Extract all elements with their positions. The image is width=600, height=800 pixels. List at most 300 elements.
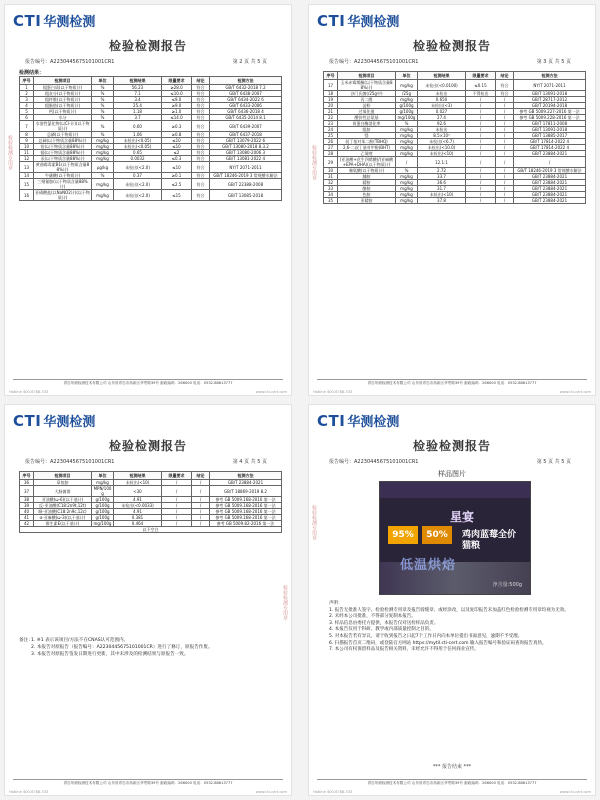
table-cell: GB/T 18246-2019 3 常规酸水解法 bbox=[210, 173, 282, 179]
table-cell: mg/kg bbox=[92, 190, 114, 201]
table-cell: mg/kg bbox=[396, 198, 418, 204]
table-cell: 大肠菌群 bbox=[34, 486, 92, 497]
table-cell: / bbox=[496, 127, 514, 133]
table-cell: GB/T 13081-2022 4 bbox=[210, 156, 282, 162]
page-title: 检验检测报告 bbox=[108, 439, 187, 453]
table-cell: mg/100g bbox=[92, 521, 114, 527]
table-cell: GB/T 6438-2007 bbox=[210, 91, 282, 97]
table-cell: 7.1 bbox=[114, 91, 162, 97]
table-cell: / bbox=[162, 521, 192, 527]
table-cell: 章鱼胺 bbox=[34, 480, 92, 486]
package-badge-50: 50% bbox=[422, 526, 452, 544]
table-cell: / bbox=[496, 145, 514, 151]
table-cell: 未检出(<0.0033) bbox=[114, 503, 162, 509]
declare-label: 声明： bbox=[329, 601, 343, 606]
table-cell: 未检出(<10) bbox=[418, 151, 466, 157]
table-cell: % bbox=[92, 109, 114, 115]
table-cell: / bbox=[466, 109, 496, 115]
table-cell: GB/T 18246-2019 3 常规酸水解法 bbox=[514, 168, 586, 174]
table-cell: GB/T 13080-2006 3 bbox=[210, 150, 282, 156]
declare-line: 5. 对本报告若有异议，请于收到报告之日起7个工作日内向本单位提出书面意见，逾期不予受理。 bbox=[329, 633, 523, 639]
table-cell: mg/kg bbox=[396, 180, 418, 186]
table-cell: 38 bbox=[20, 497, 34, 503]
table-cell: 27.4 bbox=[418, 115, 466, 121]
table-cell: 13 bbox=[20, 162, 34, 173]
table-cell: mg/kg bbox=[396, 127, 418, 133]
table-cell: ≤2 bbox=[162, 150, 192, 156]
table-cell: 赖氨酸(以干物质计) bbox=[338, 168, 396, 174]
table-cell: α-亚麻酸(ω-3)(以干基计) bbox=[34, 515, 92, 521]
table-cell: mg/kg bbox=[396, 186, 418, 192]
table-cell: mg/kg bbox=[396, 80, 418, 91]
table-cell: GB/T 6433-2006 bbox=[210, 103, 282, 109]
table-cell: (亚油酸+花生四烯酸)/(亚麻酸+EPA+DHA)(以干物质计) bbox=[338, 157, 396, 168]
table-cell: 淀粉 bbox=[338, 103, 396, 109]
footer-address: 青岛华测检测技术有限公司 山东省青岛市高新区华贯路39号 邮政编码：266000 电话：0532-88613777 bbox=[317, 379, 587, 386]
table-cell: / bbox=[496, 121, 514, 127]
column-header: 检测方法 bbox=[210, 472, 282, 480]
table-cell: 3.7 bbox=[114, 115, 162, 121]
declare-line: 3. 样品信息由委托方提供，本报告仅对送检样品负责。 bbox=[329, 620, 439, 626]
table-cell: % bbox=[92, 115, 114, 121]
table-cell: ≥0.8 bbox=[162, 132, 192, 138]
table-cell: 亚精胺 bbox=[338, 198, 396, 204]
table-cell: / bbox=[466, 174, 496, 180]
table-cell: 0.60 bbox=[114, 121, 162, 132]
cti-logo: CTI 华测检测 bbox=[317, 412, 400, 430]
table-cell: 12.1:1 bbox=[418, 157, 466, 168]
table-cell: 未检出(<10.0) bbox=[418, 145, 466, 151]
table-row bbox=[20, 486, 282, 497]
result-table bbox=[19, 471, 282, 533]
table-cell: 符合 bbox=[192, 173, 210, 179]
table-cell: GB/T 23884-2021 bbox=[210, 480, 282, 486]
table-row bbox=[20, 162, 282, 173]
remarks bbox=[31, 637, 271, 658]
table-row bbox=[20, 121, 282, 132]
column-header: 检测结果 bbox=[418, 72, 466, 80]
table-cell: ≤0.3 bbox=[162, 156, 192, 162]
table-cell: 粗脂肪(以干物质计) bbox=[34, 103, 92, 109]
table-cell: mg/kg bbox=[92, 156, 114, 162]
table-cell: GB/T 6439-2007 bbox=[210, 121, 282, 132]
table-cell: 6 bbox=[20, 115, 34, 121]
table-cell: / bbox=[466, 198, 496, 204]
table-cell: 水溶性氯化物(以Cl-计)(以干物质计) bbox=[35, 121, 90, 131]
table-cell: 过氧化值 bbox=[338, 109, 396, 115]
table-cell: 丙二醛 bbox=[338, 97, 396, 103]
table-cell: / bbox=[466, 127, 496, 133]
table-cell: 9 bbox=[20, 138, 34, 144]
table-cell: 符合 bbox=[496, 91, 514, 97]
report-meta: 报告编号：A2230445675101001CR1 第 2 页 共 5 页 bbox=[25, 59, 267, 65]
table-cell: % bbox=[92, 121, 114, 132]
table-cell: 沙门氏菌(/25g中) bbox=[338, 91, 396, 97]
table-cell: 参考 GB 5009.168-2016 第一法 bbox=[210, 509, 282, 515]
declaration bbox=[329, 601, 579, 654]
table-cell: ≤10.0 bbox=[162, 91, 192, 97]
table-cell: 粗纤维(以干物质计) bbox=[34, 97, 92, 103]
table-cell: / bbox=[466, 180, 496, 186]
declare-line: 7. 本公司有权保留样品及报告相关资料，未经允许不得用于任何商业宣传。 bbox=[329, 647, 479, 653]
table-cell: 水分 bbox=[34, 115, 92, 121]
column-header: 检测方法 bbox=[210, 77, 282, 85]
table-cell: 8.5×10³ bbox=[418, 133, 466, 139]
table-cell: 顺-亚油酸(C18:2n9c,12c) bbox=[34, 509, 92, 515]
table-cell: 未检出(<10) bbox=[418, 192, 466, 198]
table-cell: GB/T 6434-2022 6 bbox=[210, 97, 282, 103]
table-cell: 8 bbox=[20, 132, 34, 138]
table-cell: 未检出(<3) bbox=[418, 103, 466, 109]
table-cell: / bbox=[192, 480, 210, 486]
table-row bbox=[324, 145, 586, 151]
table-cell: / bbox=[162, 480, 192, 486]
table-cell: 未检出(<10) bbox=[114, 480, 162, 486]
column-header: 限量要求 bbox=[466, 72, 496, 80]
table-cell: % bbox=[92, 91, 114, 97]
table-cell: 未检出(<2.0) bbox=[114, 179, 162, 190]
table-cell: 符合 bbox=[192, 91, 210, 97]
package-net-weight: 净含量:500g bbox=[492, 582, 522, 588]
table-cell: g/100g bbox=[92, 509, 114, 515]
table-cell: 23 bbox=[324, 121, 338, 127]
table-cell: 组胺 bbox=[338, 127, 396, 133]
column-header: 限量要求 bbox=[162, 77, 192, 85]
table-cell: % bbox=[92, 97, 114, 103]
table-cell: GB/T 13885-2017 bbox=[514, 133, 586, 139]
table-cell: GB/T 6436-2018 4 bbox=[210, 109, 282, 115]
table-cell: MPN/100g bbox=[92, 486, 114, 497]
table-cell: mg/100g bbox=[396, 115, 418, 121]
column-header: 序号 bbox=[20, 472, 34, 480]
column-header: 单位 bbox=[396, 72, 418, 80]
remark-label: 备注： bbox=[19, 638, 33, 643]
table-cell: 24 bbox=[324, 127, 338, 133]
table-cell: 乙氧喹 bbox=[338, 151, 396, 157]
table-row bbox=[324, 157, 586, 168]
table-cell: GB/T 23884-2021 bbox=[514, 186, 586, 192]
table-cell: GB/T 22388-2008 bbox=[210, 179, 282, 190]
table-cell: 参考 GB 5009.168-2016 第一法 bbox=[210, 515, 282, 521]
table-cell: 0.027 bbox=[418, 109, 466, 115]
sample-title: 样品图片 bbox=[438, 470, 466, 478]
blank-text: 以下空白 bbox=[20, 527, 282, 533]
table-cell: 粗灰分(以干物质计) bbox=[34, 91, 92, 97]
table-cell: 粗蛋白质(以干物质计) bbox=[34, 85, 92, 91]
table-cell: ≤0.15 bbox=[466, 80, 496, 91]
table-cell: 不得检出 bbox=[466, 91, 496, 97]
table-cell: GB/T 13091-2018 bbox=[514, 91, 586, 97]
table-cell: / bbox=[496, 151, 514, 157]
table-header-row bbox=[20, 77, 282, 85]
footer-bar: Hotline 400-6788-333 www.cti-cert.com bbox=[9, 790, 287, 794]
declare-line: 1. 报告无批准人签字、检验检测专用章及报告骑缝章，或经涂改，以及复印报告未加盖红色检验检测专用章均视为无效。 bbox=[329, 607, 569, 613]
footer-bar: Hotline 400-6788-333 www.cti-cert.com bbox=[313, 390, 591, 394]
table-cell: 参考 GB 5009.168-2016 第一法 bbox=[210, 503, 282, 509]
table-cell: 汞(以干物质含量88%计) bbox=[34, 156, 92, 162]
table-cell: 39 bbox=[20, 503, 34, 509]
table-cell: 36.6 bbox=[418, 180, 466, 186]
table-cell: / bbox=[466, 133, 496, 139]
footer-bar: Hotline 400-6788-333 www.cti-cert.com bbox=[9, 390, 287, 394]
cti-logo: CTI 华测检测 bbox=[317, 12, 400, 30]
table-cell: 胃蛋白酶消化率 bbox=[338, 121, 396, 127]
table-cell: 19 bbox=[324, 97, 338, 103]
table-cell: / bbox=[162, 486, 192, 497]
table-cell: 黄曲霉毒素B1(以干物质含量88%计) bbox=[34, 162, 92, 173]
table-cell: / bbox=[162, 515, 192, 521]
table-row bbox=[20, 179, 282, 190]
table-cell: GB/T 13085-2018 bbox=[210, 190, 282, 201]
column-header: 检测项目 bbox=[34, 472, 92, 480]
report-meta: 报告编号：A2230445675101001CR1 第 4 页 共 5 页 bbox=[25, 459, 267, 465]
table-cell: 酸价性总氨基 bbox=[338, 115, 396, 121]
table-cell: / bbox=[466, 157, 496, 168]
table-cell: 42 bbox=[20, 521, 34, 527]
table-cell: % bbox=[396, 121, 418, 127]
table-cell: / bbox=[496, 97, 514, 103]
table-cell: % bbox=[396, 168, 418, 174]
table-cell: mg/kg bbox=[396, 192, 418, 198]
report-page-4 bbox=[4, 404, 292, 796]
column-header: 结论 bbox=[192, 472, 210, 480]
table-cell: 36 bbox=[20, 480, 34, 486]
table-cell: 28 bbox=[324, 151, 338, 157]
table-cell: GB/T 13080-2018 8.3.2 bbox=[210, 144, 282, 150]
table-cell: 11 bbox=[20, 150, 34, 156]
table-cell: mg/kg bbox=[92, 179, 114, 190]
table-cell: / bbox=[496, 180, 514, 186]
column-header: 检测结果 bbox=[114, 472, 162, 480]
table-row bbox=[20, 190, 282, 201]
table-cell: % bbox=[92, 173, 114, 179]
table-cell: 镉(以干物质含量88%计) bbox=[34, 150, 92, 156]
table-cell: 56.23 bbox=[114, 85, 162, 91]
table-cell: 40 bbox=[20, 509, 34, 515]
table-header-row bbox=[20, 472, 282, 480]
table-cell: 2 bbox=[20, 91, 34, 97]
table-cell: % bbox=[92, 85, 114, 91]
table-cell: 色胺 bbox=[338, 192, 396, 198]
table-cell: / bbox=[466, 97, 496, 103]
remark-line: 1. ※1 表示该项目/方法不在CNAS认可范围内。 bbox=[31, 638, 129, 643]
table-cell: 0.464 bbox=[114, 521, 162, 527]
table-cell: / bbox=[496, 157, 514, 168]
page-title: 检验检测报告 bbox=[108, 39, 187, 53]
table-cell: 亚硝酸盐(以NaNO2计)(以干物质计) bbox=[35, 190, 90, 200]
package-brand: 星宴 bbox=[450, 510, 475, 524]
table-cell: 未检出 bbox=[418, 91, 466, 97]
column-header: 检测方法 bbox=[514, 72, 586, 80]
table-cell: 30 bbox=[324, 168, 338, 174]
table-cell: 32 bbox=[324, 180, 338, 186]
table-cell: / bbox=[466, 145, 496, 151]
table-cell: 总砷(以干物质含量88%计) bbox=[34, 138, 92, 144]
table-cell: 15 bbox=[20, 179, 34, 190]
table-cell: 0.0032 bbox=[114, 156, 162, 162]
table-cell: / bbox=[496, 115, 514, 121]
table-cell: 18 bbox=[324, 91, 338, 97]
report-page-3 bbox=[308, 4, 596, 396]
table-cell: GB/T 13091-2018 bbox=[514, 127, 586, 133]
table-cell: 0.37 bbox=[114, 173, 162, 179]
table-cell: / bbox=[162, 503, 192, 509]
section-label: 检测结果： bbox=[19, 70, 45, 76]
table-cell: / bbox=[466, 168, 496, 174]
footer-address: 青岛华测检测技术有限公司 山东省青岛市高新区华贯路39号 邮政编码：266000 电话：0532-88613777 bbox=[13, 379, 283, 386]
table-cell: 符合 bbox=[192, 150, 210, 156]
seal-side-text: 检验检测专用章 bbox=[7, 135, 13, 170]
table-cell: ≤10 bbox=[162, 138, 192, 144]
table-cell: 叔丁基对苯二酚(TBHQ) bbox=[338, 139, 396, 145]
table-cell: 未检出(<0.0100) bbox=[418, 80, 466, 91]
table-cell: 25.4 bbox=[114, 103, 162, 109]
table-cell: 玉米赤霉烯酮(以干物质含量88%计) bbox=[338, 80, 396, 91]
table-cell: 3 bbox=[20, 97, 34, 103]
table-cell: ≤15 bbox=[162, 190, 192, 201]
table-cell: GB/T 6432-2018 7.2 bbox=[210, 85, 282, 91]
table-cell: 反-亚油酸(C18:2n9t,12t) bbox=[34, 503, 92, 509]
column-header: 检测项目 bbox=[34, 77, 92, 85]
table-cell: mg/kg bbox=[92, 138, 114, 144]
table-cell: 符合 bbox=[192, 121, 210, 132]
declare-line: 4. 本报告仅用于科研、教学或内部质量控制之目的。 bbox=[329, 627, 434, 633]
table-cell: 2,6-二叔丁基对甲酚(BHT) bbox=[338, 145, 396, 151]
table-cell: 14 bbox=[20, 173, 34, 179]
table-cell: 35 bbox=[324, 198, 338, 204]
table-cell: 未检出(<0.05) bbox=[114, 138, 162, 144]
table-cell: / bbox=[192, 509, 210, 515]
table-cell: mg/kg bbox=[396, 151, 418, 157]
table-cell: / bbox=[496, 109, 514, 115]
package-band bbox=[380, 482, 530, 498]
table-cell: mg/kg bbox=[396, 145, 418, 151]
table-cell: 铅(以干物质含量88%计) bbox=[34, 144, 92, 150]
table-row bbox=[20, 503, 282, 509]
table-cell: ≥0.1 bbox=[162, 173, 192, 179]
table-row bbox=[20, 144, 282, 150]
table-cell: / bbox=[192, 521, 210, 527]
table-cell: / bbox=[466, 186, 496, 192]
table-cell: 33 bbox=[324, 186, 338, 192]
package-product-name: 鸡肉蓝莓全价猫粮 bbox=[462, 530, 517, 551]
table-cell: 符合 bbox=[192, 97, 210, 103]
table-cell: 钙(以干物质计) bbox=[34, 109, 92, 115]
table-cell: 10 bbox=[20, 144, 34, 150]
table-cell: GB/T 23884-2021 bbox=[514, 192, 586, 198]
table-cell: 符合 bbox=[192, 190, 210, 201]
table-row bbox=[324, 80, 586, 91]
column-header: 结论 bbox=[496, 72, 514, 80]
table-cell: 20 bbox=[324, 103, 338, 109]
table-cell: ≥9.0 bbox=[162, 103, 192, 109]
table-cell: mg/kg bbox=[92, 480, 114, 486]
table-cell: 37.8 bbox=[418, 198, 466, 204]
table-cell: /25g bbox=[396, 91, 418, 97]
table-cell: / bbox=[496, 198, 514, 204]
table-cell: 维生素E(以干基计) bbox=[34, 521, 92, 527]
table-cell: / bbox=[192, 486, 210, 497]
table-cell: 31.7 bbox=[418, 186, 466, 192]
table-cell: GB/T 20194-2018 bbox=[514, 103, 586, 109]
seal-side-text: 检验检测专用章 bbox=[282, 585, 288, 620]
table-cell: GB/T 23884-2021 bbox=[514, 151, 586, 157]
table-cell: ≥1.0 bbox=[162, 109, 192, 115]
table-cell: mg/kg bbox=[396, 133, 418, 139]
table-cell: 4.91 bbox=[114, 497, 162, 503]
table-cell: <30 bbox=[114, 486, 162, 497]
report-page-5 bbox=[308, 404, 596, 796]
table-cell: 符合 bbox=[192, 144, 210, 150]
table-cell: 27 bbox=[324, 145, 338, 151]
column-header: 结论 bbox=[192, 77, 210, 85]
table-cell: GB/T 23884-2021 bbox=[514, 180, 586, 186]
column-header: 检测项目 bbox=[338, 72, 396, 80]
page-title: 检验检测报告 bbox=[412, 439, 491, 453]
table-cell: / bbox=[466, 139, 496, 145]
report-meta: 报告编号：A2230445675101001CR1 第 5 页 共 5 页 bbox=[329, 459, 571, 465]
table-cell: 酪胺 bbox=[338, 186, 396, 192]
table-cell: / bbox=[192, 503, 210, 509]
column-header: 序号 bbox=[20, 77, 34, 85]
table-cell: 3.4 bbox=[114, 97, 162, 103]
table-cell: mg/kg bbox=[396, 174, 418, 180]
table-cell: 0.650 bbox=[418, 97, 466, 103]
table-cell: 4 bbox=[20, 103, 34, 109]
cti-logo: CTI 华测检测 bbox=[13, 12, 96, 30]
footer-address: 青岛华测检测技术有限公司 山东省青岛市高新区华贯路39号 邮政编码：266000 电话：0532-88613777 bbox=[13, 779, 283, 786]
table-cell: 0.381 bbox=[114, 515, 162, 521]
table-cell: 未检出 bbox=[418, 127, 466, 133]
table-cell: GB/T 6435-2014 8.1 bbox=[210, 115, 282, 121]
table-cell: ≤10 bbox=[162, 144, 192, 150]
report-meta: 报告编号：A2230445675101001CR1 第 3 页 共 5 页 bbox=[329, 59, 571, 65]
report-page-2 bbox=[4, 4, 292, 396]
table-cell: 未检出(<0.05) bbox=[114, 144, 162, 150]
declare-line: 6. 扫描报告首页二维码，或登陆官方网站 https://mytil.cti-cert.com 输入报告编号和验证码查询报告真伪。 bbox=[329, 640, 547, 646]
table-cell: / bbox=[496, 139, 514, 145]
table-cell: % bbox=[92, 132, 114, 138]
table-cell: 25 bbox=[324, 133, 338, 139]
table-cell: / bbox=[466, 115, 496, 121]
table-cell: 三聚氰胺(以干物质含量88%计) bbox=[34, 179, 92, 190]
table-cell: 17 bbox=[324, 80, 338, 91]
column-header: 单位 bbox=[92, 472, 114, 480]
table-cell: 镁 bbox=[338, 133, 396, 139]
table-header-row bbox=[324, 72, 586, 80]
package-low-temp: 低温烘焙 bbox=[400, 558, 457, 573]
table-cell: NY/T 2071-2011 bbox=[210, 162, 282, 173]
table-cell: mg/kg bbox=[396, 139, 418, 145]
table-cell: NY/T 2071-2011 bbox=[514, 80, 586, 91]
table-cell: GB/T 17814-2022 4 bbox=[514, 139, 586, 145]
table-cell: ≥28.0 bbox=[162, 85, 192, 91]
table-cell: GB/T 23884-2021 bbox=[514, 198, 586, 204]
table-cell: 41 bbox=[20, 515, 34, 521]
table-cell: 0.65 bbox=[114, 150, 162, 156]
table-cell: 符合 bbox=[192, 115, 210, 121]
table-cell: / bbox=[466, 121, 496, 127]
table-row bbox=[324, 198, 586, 204]
table-cell: 参考 GB 5009.227-2016 第一法 bbox=[514, 109, 586, 115]
table-cell: g/100g bbox=[92, 497, 114, 503]
table-cell: mg/kg bbox=[92, 144, 114, 150]
table-cell: / bbox=[466, 103, 496, 109]
table-cell: g/100g bbox=[92, 503, 114, 509]
table-cell: % bbox=[92, 103, 114, 109]
table-cell: 2.72 bbox=[418, 168, 466, 174]
table-cell: 92.6 bbox=[418, 121, 466, 127]
